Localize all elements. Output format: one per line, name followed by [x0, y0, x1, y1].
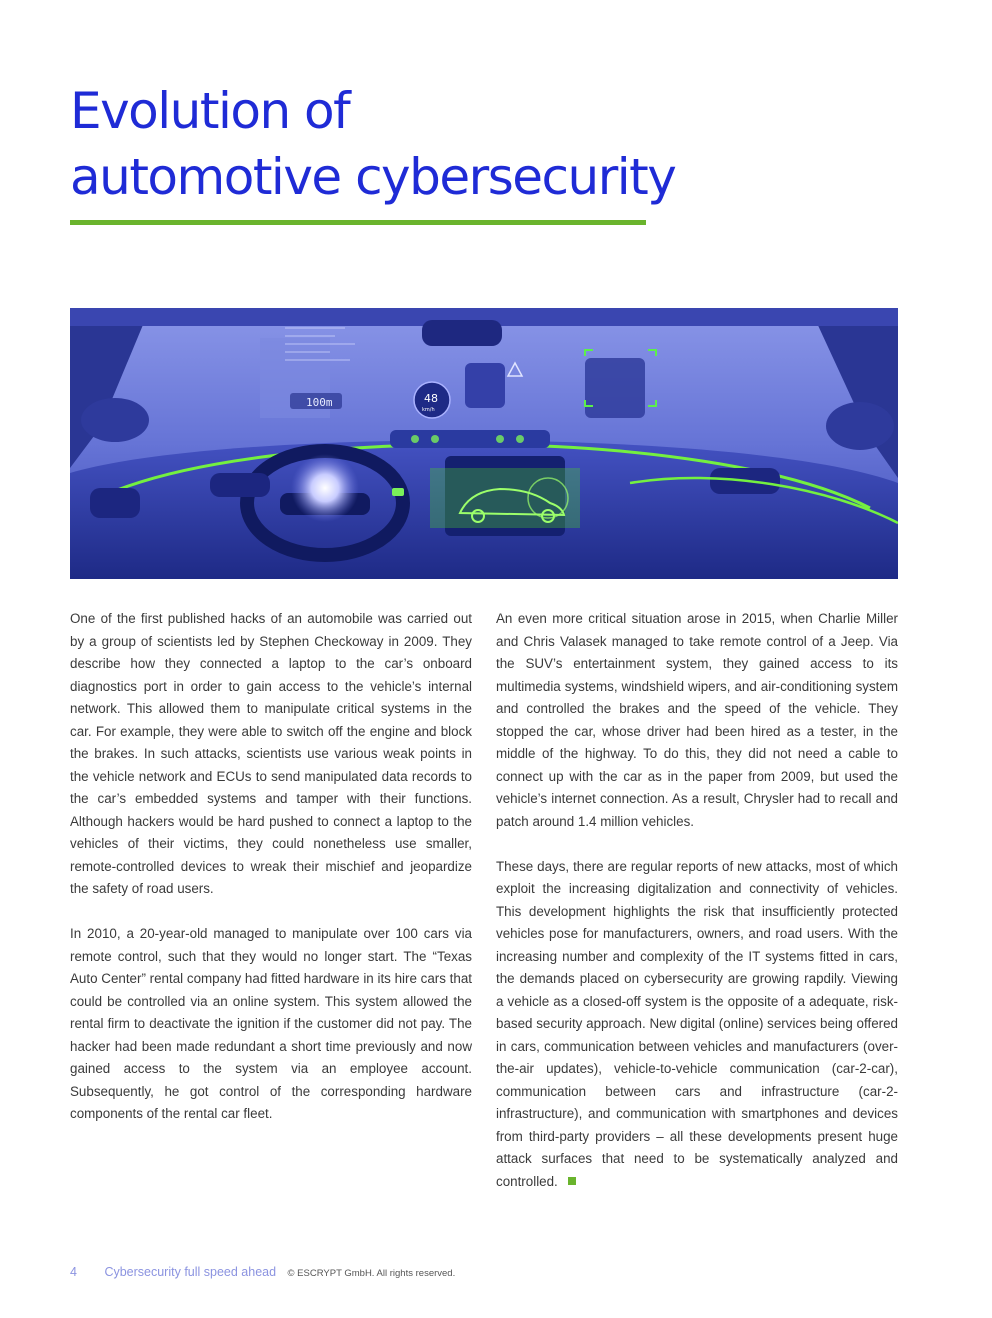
- publication-title: Cybersecurity full speed ahead: [104, 1265, 277, 1279]
- hud-distance-label: 100m: [306, 396, 333, 409]
- car-cockpit-hud-image: [70, 308, 898, 579]
- page-footer: [70, 1263, 455, 1281]
- paragraph: One of the first published hacks of an automobile was carried out by a group of scientists led by Stephen Checkoway in 2009. They describe how they connected a laptop to the car’s onboard diagnostics port in order to gain access to the vehicle’s internal network. This allowed them to manipulate critical systems in the car. For example, they were able to switch off the engine and block the brakes. In such attacks, scientists use various weak points in the vehicle network and ECUs to send manipulated data records to the car’s embedded systems and tamper with their functions. Although hackers would be hard pushed to connect a laptop to the vehicles of their victims, they could nonetheless use smaller, remote-controlled devices to wreak their mischief and jeopardize the safety of road users.: [70, 611, 472, 896]
- left-column: [70, 608, 472, 1148]
- paragraph: An even more critical situation arose in 2015, when Charlie Miller and Chris Valasek managed to take remote control of a Jeep. Via the SUV’s entertainment system, they gained access to its multimedia systems, windshield wipers, and air-conditioning system and controlled the brakes and the speed of the vehicle. They stopped the car, whose driver had been hired as a tester, in the middle of the highway. To do this, they did not need a cable to connect up with the car as in the paper from 2009, but used the vehicle’s internet connection. As a result, Chrysler had to recall and patch around 1.4 million vehicles.: [496, 611, 898, 829]
- paragraph-final: [496, 856, 898, 1194]
- right-column: [496, 608, 898, 1216]
- paragraph-text: These days, there are regular reports of new attacks, most of which exploit the increasing digitalization and connectivity of vehicles. This development highlights the risk that insufficiently protected vehicles pose for manufacturers, owners, and road users. With the increasing number and complexity of the IT systems fitted in cars, the demands placed on cybersecurity are growing rapdily. Viewing a vehicle as a closed-off system is the opposite of a adequate, risk-based security approach. New digital (online) services being offered in cars, communication between vehicles and manufacturers (over-the-air updates), vehicle-to-vehicle communication (car-2-car), communication between cars and infrastructure (car-2-infrastructure), and communication with smartphones and devices from third-party providers – all these developments present huge attack surfaces that need to be systematically analyzed and controlled.: [496, 858, 898, 1189]
- hud-speed-unit: km/h: [422, 407, 435, 413]
- end-of-article-square-icon: [568, 1177, 576, 1185]
- copyright-notice: © ESCRYPT GmbH. All rights reserved.: [287, 1268, 456, 1279]
- title-underline: [70, 220, 646, 225]
- page-title-line-1: Evolution of: [70, 82, 350, 140]
- page-title: [70, 78, 770, 210]
- page-number: 4: [70, 1265, 77, 1279]
- page-title-line-2: automotive cybersecurity: [70, 148, 676, 206]
- paragraph: In 2010, a 20-year-old managed to manipulate over 100 cars via remote control, such that they would no longer start. The “Texas Auto Center” rental company had fitted hardware in its hire cars that could be controlled via an online system. This system allowed the rental firm to deactivate the ignition if the customer did not pay. The hacker had been made redundant a short time previously and now gained access to the system via an employee account. Subsequently, he got control of the corresponding hardware components of the rental car fleet.: [70, 926, 472, 1121]
- hud-speed-value: 48: [424, 392, 438, 405]
